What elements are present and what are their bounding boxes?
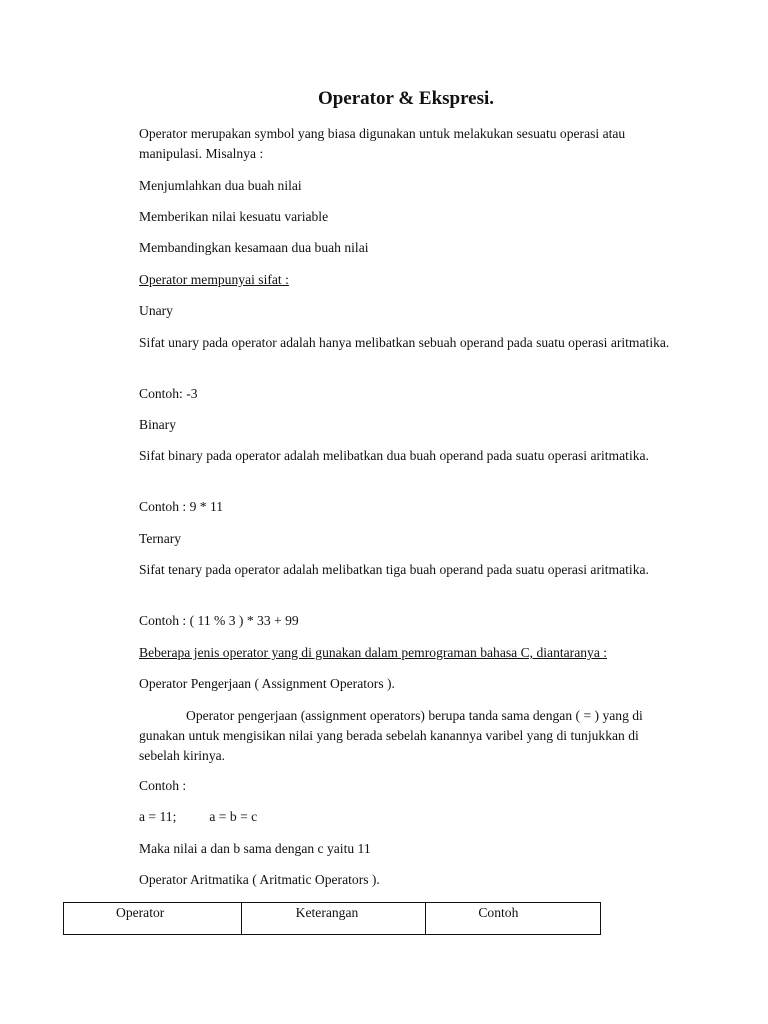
- code-b: a = b = c: [209, 809, 258, 824]
- table-header-row: [64, 903, 601, 935]
- page-title: Operator & Ekspresi.: [317, 88, 495, 109]
- code-a: a = 11;: [139, 809, 177, 824]
- intro-paragraph: Operator merupakan symbol yang biasa digunakan untuk melakukan sesuatu operasi atau manipulasi. Misalnya :: [139, 126, 626, 161]
- example-item-2: Memberikan nilai kesuatu variable: [139, 209, 329, 224]
- example-item-1: Menjumlahkan dua buah nilai: [139, 178, 302, 193]
- sifat-heading: Operator mempunyai sifat :: [139, 272, 289, 287]
- assignment-code-line: [139, 807, 699, 827]
- assignment-description: Operator pengerjaan (assignment operators) berupa tanda sama dengan ( = ) yang di gunakan untuk mengisikan nilai yang berada sebelah kanannya varibel yang di tunjukkan di sebelah kirinya.: [139, 708, 643, 763]
- jenis-heading: Beberapa jenis operator yang di gunakan dalam pemrograman bahasa C, diantaranya :: [139, 645, 608, 660]
- ternary-example: Contoh : ( 11 % 3 ) * 33 + 99: [139, 613, 299, 628]
- assignment-example-label: Contoh :: [139, 778, 187, 793]
- assignment-result: Maka nilai a dan b sama dengan c yaitu 11: [139, 841, 371, 856]
- ternary-name: Ternary: [139, 531, 182, 546]
- arithmetic-heading: Operator Aritmatika ( Aritmatic Operators ).: [139, 872, 380, 887]
- table-header-keterangan: Keterangan: [241, 903, 426, 935]
- example-item-3: Membandingkan kesamaan dua buah nilai: [139, 240, 369, 255]
- unary-name: Unary: [139, 303, 173, 318]
- arithmetic-operator-table: [63, 902, 601, 935]
- binary-description: Sifat binary pada operator adalah melibatkan dua buah operand pada suatu operasi aritmatika.: [139, 448, 649, 463]
- binary-name: Binary: [139, 417, 176, 432]
- unary-description: Sifat unary pada operator adalah hanya melibatkan sebuah operand pada suatu operasi aritmatika.: [139, 335, 670, 350]
- unary-example: Contoh: -3: [139, 386, 198, 401]
- table-header-contoh: Contoh: [426, 903, 601, 935]
- assignment-heading: Operator Pengerjaan ( Assignment Operators ).: [139, 676, 395, 691]
- table-header-operator: Operator: [64, 903, 242, 935]
- ternary-description: Sifat tenary pada operator adalah melibatkan tiga buah operand pada suatu operasi aritmatika.: [139, 562, 649, 577]
- binary-example: Contoh : 9 * 11: [139, 499, 224, 514]
